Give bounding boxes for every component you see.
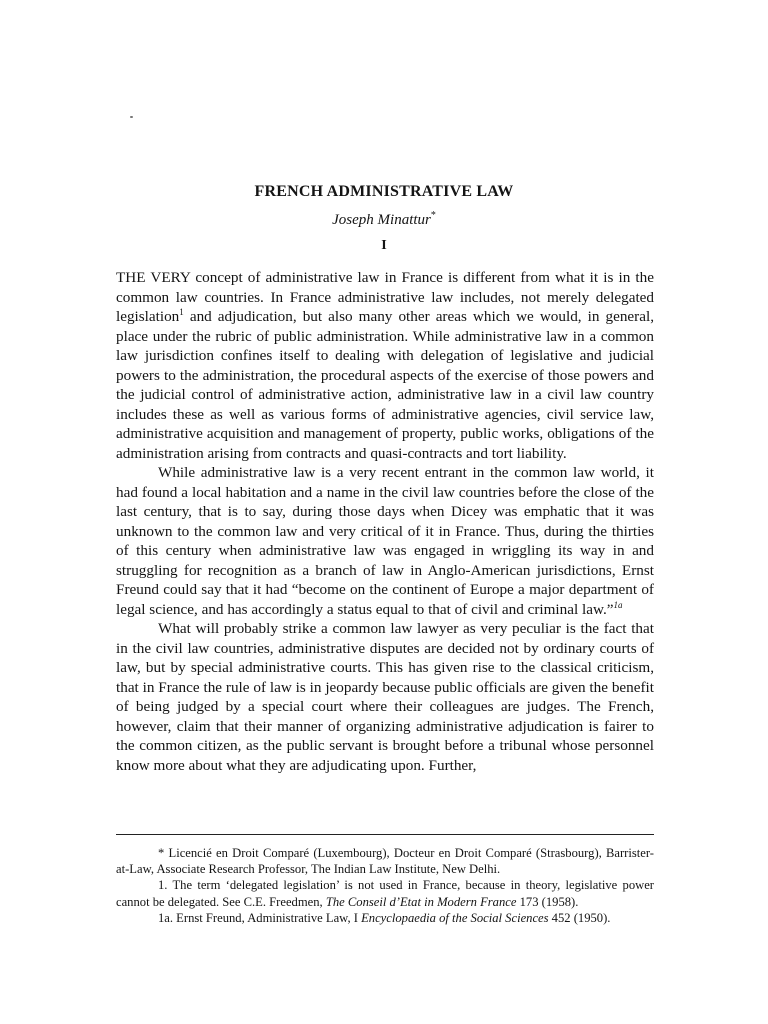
footnote-1a-title: Encyclopaedia of the Social Sciences	[361, 910, 549, 925]
footnote-star: * Licencié en Droit Comparé (Luxembourg), Docteur en Droit Comparé (Strasbourg), Barrister-at-Law, Associate Research Professor, The Indian Law Institute, New Delhi.	[116, 846, 654, 877]
paragraph-1	[116, 268, 654, 463]
author-line	[0, 212, 768, 229]
footnote-ref-1a: 1a	[613, 599, 623, 610]
footnotes	[116, 845, 654, 926]
author-footnote-mark: *	[430, 210, 436, 221]
footnote-1a-text: 1a. Ernst Freund, Administrative Law, I	[158, 910, 362, 925]
paragraph-1-text-b: and adjudication, but also many other areas which we would, in general, place under the rubric of public administration. While administrative law in a common law jurisdiction confines itself to dealing with delegation of legislative and judicial powers to the administration, the procedural aspects of the exercise of those powers and the judicial control of administrative action, administrative law in a civil law country includes these as well as various forms of administrative agencies, civil service law, administrative acquisition and management of property, public works, obligations of the administration arising from contracts and quasi-contracts and tort liability.	[116, 308, 654, 462]
section-number: I	[381, 238, 387, 253]
scan-speck	[130, 116, 133, 118]
footnote-divider	[116, 834, 654, 835]
author-name: Joseph Minattur	[332, 212, 431, 228]
footnote-1a	[116, 910, 654, 926]
footnote-1-title: The Conseil d’Etat in Modern France	[325, 894, 517, 909]
paragraph-2-text: While administrative law is a very recent entrant in the common law world, it had found a local habitation and a name in the civil law countries before the close of the last century, that is to say, during those days when Dicey was emphatic that it was unknown to the common law and very critical of it in France. Thus, during the thirties of this century when administrative law was engaged in wriggling its way in and struggling for recognition as a branch of law in Anglo-American jurisdictions, Ernst Freund could say that it had “become on the continent of Europe a major department of legal science, and has accordingly a status equal to that of civil and criminal law.”	[116, 464, 654, 618]
paragraph-3: What will probably strike a common law lawyer as very peculiar is the fact that in the civil law countries, administrative disputes are decided not by ordinary courts of law, but by special administrative courts. This has given rise to the classical criticism, that in France the rule of law is in jeopardy because public officials are given the benefit of being judged by a special court where their colleagues are judges. The French, however, claim that their manner of organizing administrative adjudication is fairer to the common citizen, as the public servant is brought before a tribunal whose personnel know more about what they are adjudicating upon. Further,	[116, 620, 654, 774]
footnote-1-citation: 173 (1958).	[516, 894, 579, 909]
footnote-ref-1: 1	[179, 306, 184, 317]
footnote-1	[116, 877, 654, 909]
footnote-1-text: 1. The term ‘delegated legislation’ is not used in France, because in theory, legislative power cannot be delegated. See C.E. Freedmen,	[116, 878, 654, 909]
paragraph-2	[116, 463, 654, 619]
paragraph-1-text-a: concept of administrative law in France is different from what it is in the common law countries. In France administrative law includes, not merely delegated legislation	[116, 269, 654, 325]
article-title: FRENCH ADMINISTRATIVE LAW	[254, 183, 514, 200]
footnote-1a-citation: 452 (1950).	[548, 910, 611, 925]
article-body	[116, 268, 654, 775]
paragraph-1-lead: THE VERY	[116, 269, 191, 286]
